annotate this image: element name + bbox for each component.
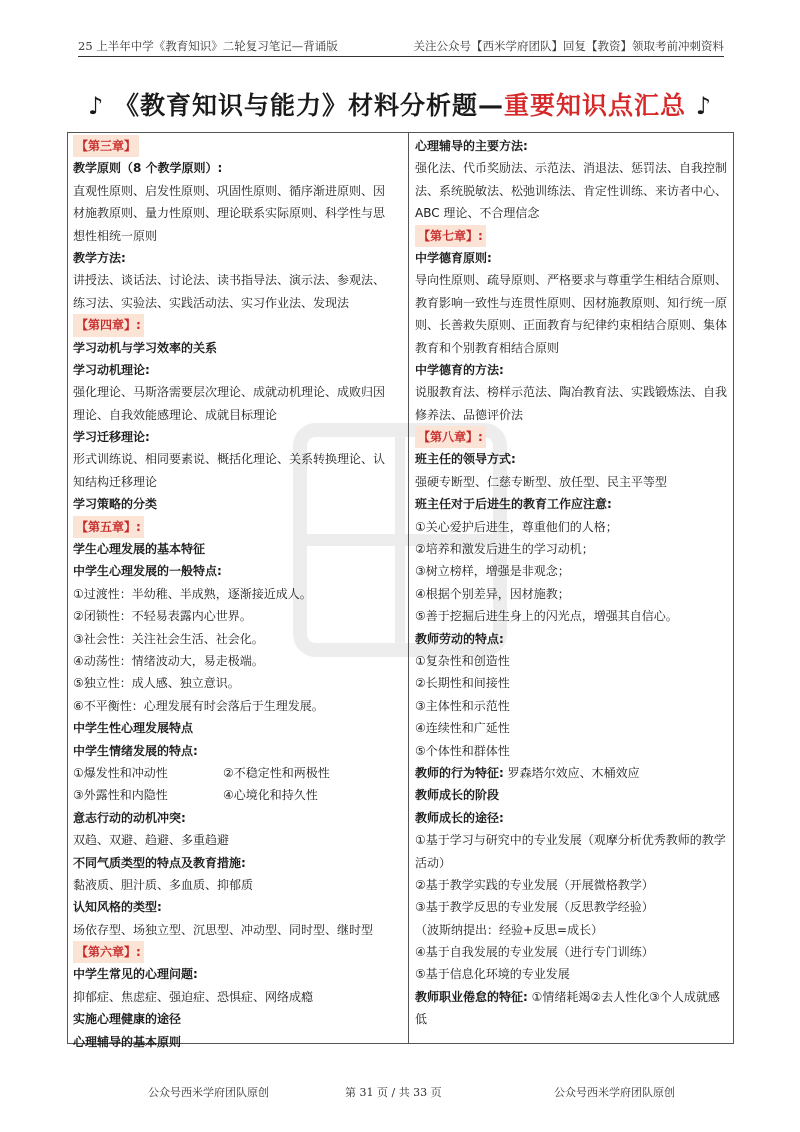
text-line: 双趋、双避、趋避、多重趋避 xyxy=(73,833,230,848)
section-title: 意志行动的动机冲突: xyxy=(73,810,186,825)
section-title: 教师劳动的特点: xyxy=(415,631,504,646)
list-item: ③外露性和内隐性 xyxy=(73,788,168,803)
list-item: ②长期性和间接性 xyxy=(415,676,510,691)
text-line: 则、长善救失原则、正面教育与纪律约束相结合原则、集体 xyxy=(415,318,728,333)
footer-left: 公众号西米学府团队原创 xyxy=(148,1086,269,1099)
list-item: ③主体性和示范性 xyxy=(415,698,510,713)
list-item: ④连续性和广延性 xyxy=(415,721,510,736)
text-line: 修养法、品德评价法 xyxy=(415,407,524,422)
text-line: 讲授法、谈话法、讨论法、读书指导法、演示法、参观法、 xyxy=(73,273,386,288)
section-title: 实施心理健康的途径 xyxy=(73,1012,182,1027)
text-line: 活动） xyxy=(415,855,452,870)
chapter-7-label: 【第七章】: xyxy=(415,225,486,247)
list-item: ③树立榜样，增强是非观念； xyxy=(415,564,570,579)
list-item: ④基于自我发展的专业发展（进行专门训练） xyxy=(415,945,654,960)
text-line: 理论、自我效能感理论、成就目标理论 xyxy=(73,407,278,422)
section-title: 心理辅导的基本原则 xyxy=(73,1034,182,1049)
title-highlight: 重要知识点汇总 xyxy=(504,91,687,120)
page-number: 第 31 页 / 共 33 页 xyxy=(345,1086,442,1099)
list-item: ②培养和激发后进生的学习动机； xyxy=(415,542,594,557)
list-item: ①爆发性和冲动性 xyxy=(73,765,168,780)
section-title: 中学德育原则: xyxy=(415,250,492,265)
chapter-4-label: 【第四章】: xyxy=(73,314,144,336)
transfer-theory-title: 学习迁移理论: xyxy=(73,430,150,445)
section-title: 中学生性心理发展特点 xyxy=(73,721,194,736)
section-title: 不同气质类型的特点及教育措施: xyxy=(73,855,246,870)
text-line: 材施教原则、量力性原则、理论联系实际原则、科学性与思 xyxy=(73,206,386,221)
section-title: 学习策略的分类 xyxy=(73,497,158,512)
section-title: 认知风格的类型: xyxy=(73,900,162,915)
text-line: 黏液质、胆汁质、多血质、抑郁质 xyxy=(73,877,254,892)
text-line: 强化理论、马斯洛需要层次理论、成就动机理论、成败归因 xyxy=(73,385,386,400)
section-title: 教师的行为特征: xyxy=(415,765,504,780)
text-line: 导向性原则、疏导原则、严格要求与尊重学生相结合原则、 xyxy=(415,273,728,288)
list-item: ①过渡性：半幼稚、半成熟，逐渐接近成人。 xyxy=(73,586,312,601)
header-right: 关注公众号【西米学府团队】回复【教资】领取考前冲刺资料 xyxy=(413,39,724,53)
section-title: 教师成长的阶段 xyxy=(415,788,500,803)
chapter-5-label: 【第五章】: xyxy=(73,516,144,538)
music-note-icon: ♪ xyxy=(695,92,713,120)
page-header xyxy=(78,34,724,57)
list-item: ④根据个别差异，因材施教； xyxy=(415,586,570,601)
chapter-6-label: 【第六章】: xyxy=(73,941,144,963)
list-item: ③社会性：关注社会生活、社会化。 xyxy=(73,631,264,646)
text-line: 直观性原则、启发性原则、巩固性原则、循序渐进原则、因 xyxy=(73,183,386,198)
section-title: 中学德育的方法: xyxy=(415,362,504,377)
page-footer xyxy=(0,1084,800,1104)
list-item: ④心境化和持久性 xyxy=(223,788,318,803)
list-item: ①关心爱护后进生，尊重他们的人格； xyxy=(415,519,618,534)
left-column xyxy=(73,135,401,1053)
text-line: 想性相统一原则 xyxy=(73,228,158,243)
list-item: ⑥不平衡性：心理发展有时会落后于生理发展。 xyxy=(73,698,324,713)
text-line: 知结构迁移理论 xyxy=(73,474,158,489)
text-line: ABC 理论、不合理信念 xyxy=(415,206,540,221)
behavior-line xyxy=(415,762,729,784)
column-divider xyxy=(408,133,409,1043)
section-title: 学生心理发展的基本特征 xyxy=(73,542,206,557)
text-line: （波斯纳提出：经验+反思=成长） xyxy=(415,922,604,937)
text-line: 教育和个别教育相结合原则 xyxy=(415,340,560,355)
behavior-value: 罗森塔尔效应、木桶效应 xyxy=(507,765,640,780)
section-title: 中学生心理发展的一般特点: xyxy=(73,564,222,579)
text-line: 法、系统脱敏法、松弛训练法、肯定性训练、来访者中心、 xyxy=(415,183,728,198)
text-line: 教育影响一致性与连贯性原则、因材施教原则、知行统一原 xyxy=(415,295,728,310)
list-item: ②基于教学实践的专业发展（开展微格教学） xyxy=(415,877,654,892)
text-line: 说服教育法、榜样示范法、陶冶教育法、实践锻炼法、自我 xyxy=(415,385,728,400)
text-line: 强硬专断型、仁慈专断型、放任型、民主平等型 xyxy=(415,474,668,489)
section-title: 班主任对于后进生的教育工作应注意: xyxy=(415,497,612,512)
list-item: ②不稳定性和两极性 xyxy=(223,765,330,780)
list-item: ①基于学习与研究中的专业发展（观摩分析优秀教师的教学 xyxy=(415,833,726,848)
text-line: 低 xyxy=(415,1012,428,1027)
title-main: 《教育知识与能力》材料分析题— xyxy=(113,91,504,120)
music-note-icon: ♪ xyxy=(87,92,105,120)
text-line: 强化法、代币奖励法、示范法、消退法、惩罚法、自我控制 xyxy=(415,161,728,176)
list-item: ③基于教学反思的专业发展（反思教学经验） xyxy=(415,900,654,915)
chapter-8-label: 【第八章】: xyxy=(415,426,486,448)
text-line: 场依存型、场独立型、沉思型、冲动型、同时型、继时型 xyxy=(73,922,374,937)
list-item: ⑤善于挖掘后进生身上的闪光点，增强其自信心。 xyxy=(415,609,678,624)
section-title: 班主任的领导方式: xyxy=(415,452,516,467)
list-item xyxy=(73,784,401,806)
list-item: ①复杂性和创造性 xyxy=(415,653,510,668)
content-frame xyxy=(67,132,734,1049)
section-title: 教师职业倦怠的特征: xyxy=(415,989,528,1004)
motivation-theory-title: 学习动机理论: xyxy=(73,362,150,377)
list-item: ⑤个体性和群体性 xyxy=(415,743,510,758)
burnout-value: ①情绪耗竭②去人性化③个人成就感 xyxy=(531,989,720,1004)
section-title: 学习动机与学习效率的关系 xyxy=(73,340,218,355)
header-left: 25 上半年中学《教育知识》二轮复习笔记—背诵版 xyxy=(78,39,338,53)
section-title: 中学生常见的心理问题: xyxy=(73,967,198,982)
section-title: 中学生情绪发展的特点: xyxy=(73,743,198,758)
section-title: 心理辅导的主要方法: xyxy=(415,139,528,153)
text-line: 练习法、实验法、实践活动法、实习作业法、发现法 xyxy=(73,295,350,310)
footer-right: 公众号西米学府团队原创 xyxy=(554,1086,675,1099)
list-item xyxy=(73,762,401,784)
section-title: 教师成长的途径: xyxy=(415,810,504,825)
teaching-principles-title: 教学原则（8 个教学原则）: xyxy=(73,161,223,176)
list-item: ④动荡性：情绪波动大，易走极端。 xyxy=(73,653,264,668)
list-item: ⑤独立性：成人感、独立意识。 xyxy=(73,676,240,691)
list-item: ⑤基于信息化环境的专业发展 xyxy=(415,967,570,982)
teaching-methods-title: 教学方法: xyxy=(73,250,126,265)
page-title xyxy=(0,86,800,122)
burnout-line xyxy=(415,986,729,1008)
text-line: 抑郁症、焦虑症、强迫症、恐惧症、网络成瘾 xyxy=(73,989,314,1004)
text-line: 形式训练说、相同要素说、概括化理论、关系转换理论、认 xyxy=(73,452,386,467)
list-item: ②闭锁性：不轻易表露内心世界。 xyxy=(73,609,252,624)
chapter-3-label: 【第三章】 xyxy=(73,135,139,157)
right-column xyxy=(415,135,729,1031)
